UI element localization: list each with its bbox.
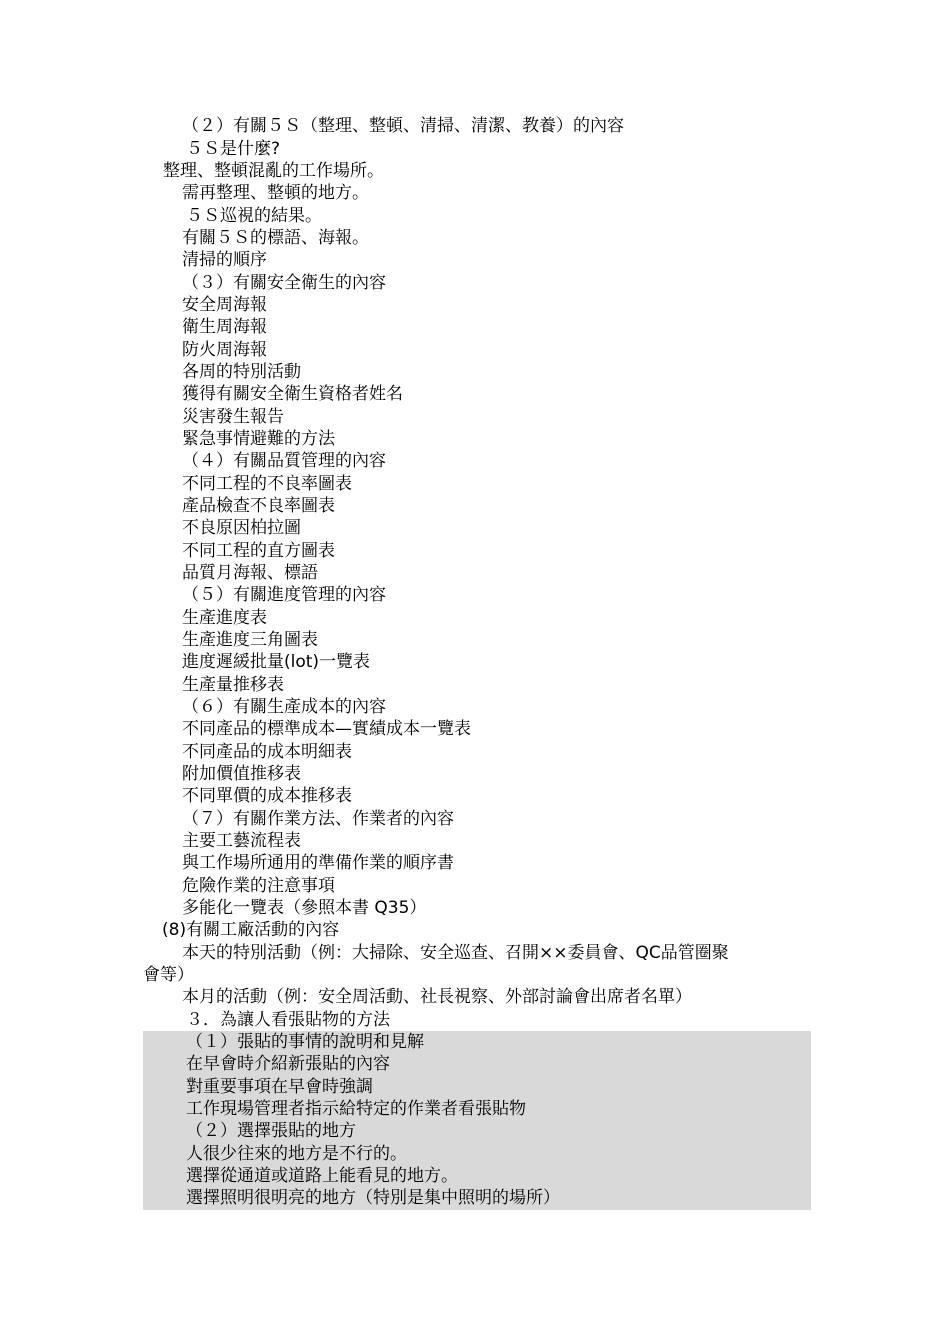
list-item: 主要工藝流程表 [182, 831, 301, 851]
list-item: 選擇照明很明亮的地方（特別是集中照明的場所） [186, 1188, 560, 1208]
list-item: 防火周海報 [182, 340, 267, 360]
list-item: 生產量推移表 [182, 675, 284, 695]
section-factory-heading: (8)有關工廠活動的內容 [162, 920, 340, 940]
list-item: 工作現場管理者指示給特定的作業者看張貼物 [186, 1099, 526, 1119]
list-item: ５Ｓ巡視的結果。 [186, 206, 322, 226]
list-item-continuation: 會等） [143, 965, 194, 985]
list-item: 品質月海報、標語 [182, 563, 318, 583]
list-item: 與工作場所通用的準備作業的順序書 [182, 853, 454, 873]
subsection-heading: （１）張貼的事情的說明和見解 [186, 1032, 424, 1052]
section-3-heading: ３．為讓人看張貼物的方法 [186, 1010, 390, 1030]
section-cost-heading: （６）有關生產成本的內容 [182, 697, 386, 717]
list-item: 不良原因柏拉圖 [182, 518, 301, 538]
list-item: 不同工程的直方圖表 [182, 541, 335, 561]
list-item: 清掃的順序 [182, 250, 267, 270]
list-item: 有關５Ｓ的標語、海報。 [182, 228, 369, 248]
section-work-method-heading: （７）有關作業方法、作業者的內容 [182, 809, 454, 829]
section-quality-heading: （４）有關品質管理的內容 [182, 451, 386, 471]
list-item: 整理、整頓混亂的工作場所。 [163, 161, 384, 181]
list-item: 進度遲緩批量(lot)一覽表 [182, 652, 371, 672]
list-item: 不同工程的不良率圖表 [182, 474, 352, 494]
list-item: 緊急事情避難的方法 [182, 429, 335, 449]
list-item: 本月的活動（例：安全周活動、社長視察、外部討論會出席者名單） [182, 987, 692, 1007]
list-item: 附加價值推移表 [182, 764, 301, 784]
list-item: 災害發生報告 [182, 407, 284, 427]
section-safety-heading: （３）有關安全衛生的內容 [182, 273, 386, 293]
list-item: 衛生周海報 [182, 317, 267, 337]
list-item: 生產進度表 [182, 608, 267, 628]
list-item: 多能化一覽表（參照本書 Q35） [182, 898, 427, 918]
section-5s-heading: （２）有關５Ｓ（整理、整頓、清掃、清潔、教養）的內容 [182, 116, 624, 136]
list-item: 生產進度三角圖表 [182, 630, 318, 650]
list-item: ５Ｓ是什麼? [186, 139, 281, 159]
list-item: 安全周海報 [182, 295, 267, 315]
list-item: 選擇從通道或道路上能看見的地方。 [186, 1166, 458, 1186]
list-item: 產品檢查不良率圖表 [182, 496, 335, 516]
list-item: 各周的特別活動 [182, 362, 301, 382]
list-item: 本天的特別活動（例：大掃除、安全巡查、召開××委員會、QC品管圈聚 [182, 943, 729, 963]
subsection-heading: （２）選擇張貼的地方 [186, 1121, 356, 1141]
list-item: 在早會時介紹新張貼的內容 [186, 1054, 390, 1074]
section-schedule-heading: （５）有關進度管理的內容 [182, 585, 386, 605]
list-item: 人很少往來的地方是不行的。 [186, 1144, 407, 1164]
list-item: 對重要事項在早會時強調 [186, 1077, 373, 1097]
list-item: 需再整理、整頓的地方。 [182, 183, 369, 203]
list-item: 獲得有關安全衛生資格者姓名 [182, 384, 403, 404]
list-item: 危險作業的注意事項 [182, 876, 335, 896]
list-item: 不同產品的成本明細表 [182, 742, 352, 762]
list-item: 不同產品的標準成本—實績成本一覽表 [182, 719, 471, 739]
list-item: 不同單價的成本推移表 [182, 786, 352, 806]
